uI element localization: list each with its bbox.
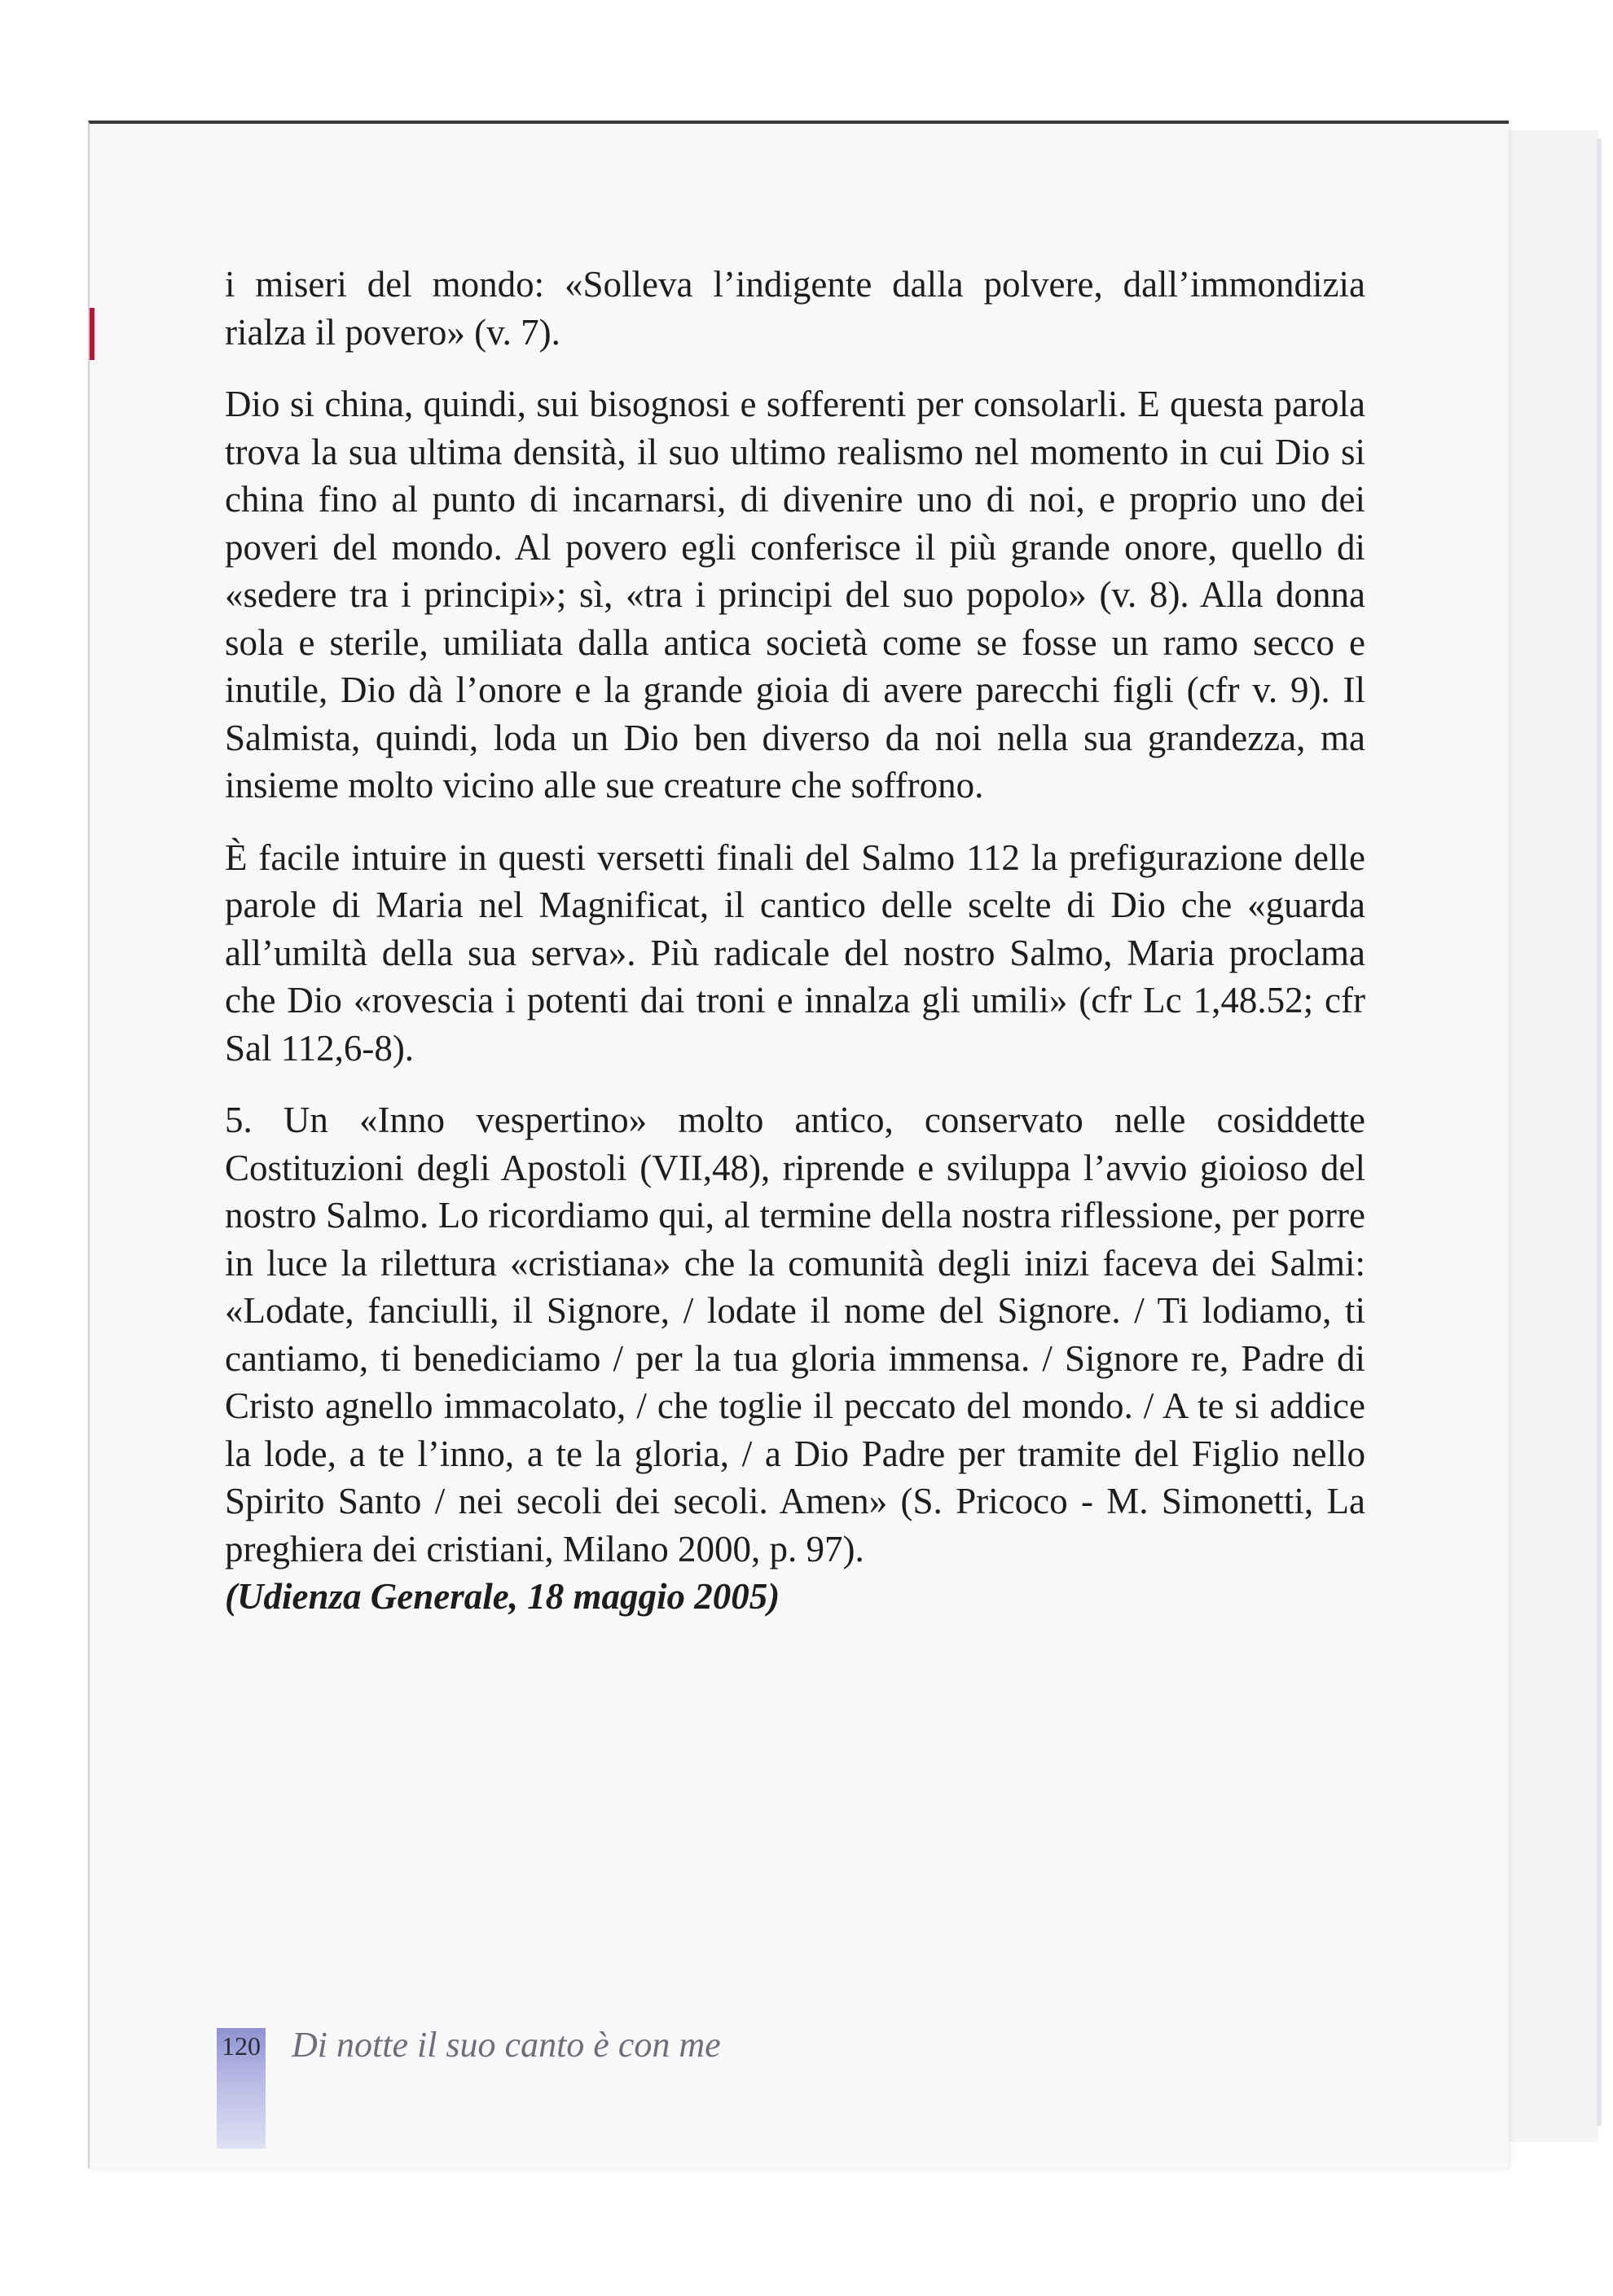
source-citation: (Udienza Generale, 18 maggio 2005) [225, 1576, 780, 1617]
paragraph-4: 5. Un «Inno vespertino» molto antico, conservato nelle cosiddette Costituzioni degli Apostoli (VII,48), riprende e sviluppa l’avvio gioioso del nostro Salmo. Lo ricordiamo qui, al termine della nostra riflessione, per porre in luce la rilettura «cristiana» che la comunità degli inizi faceva dei Salmi: «Lodate, fanciulli, il Signore, / lodate il nome del Signore. / Ti lodiamo, ti cantiamo, ti benediciamo / per la tua gloria immensa. / Signore re, Padre di Cristo agnello immacolato, / che toglie il peccato del mondo. / A te si addice la lode, a te l’inno, a te la gloria, / a Dio Padre per tramite del Figlio nello Spirito Santo / nei secoli dei secoli. Amen» (S. Pricoco - M. Simonetti, La preghiera dei cristiani, Milano 2000, p. 97). [225, 1100, 1365, 1569]
running-title: Di notte il suo canto è con me [292, 2025, 721, 2065]
page-number: 120 [222, 2031, 261, 2061]
bookmark-ribbon-mark [90, 308, 94, 360]
paragraph-1: i miseri del mondo: «Solleva l’indigente dalla polvere, dall’immondizia rialza il povero» (v. 7). [225, 264, 1365, 353]
page-stack-edge [1597, 138, 1602, 2126]
next-page-edge [1507, 130, 1598, 2142]
paragraph-3: È facile intuire in questi versetti finali del Salmo 112 la prefigurazione delle parole di Maria nel Magnificat, il cantico delle scelte di Dio che «guarda all’umiltà della sua serva». Più radicale del nostro Salmo, Maria proclama che Dio «rovescia i potenti dai troni e innalza gli umili» (cfr Lc 1,48.52; cfr Sal 112,6-8). [225, 836, 1365, 1069]
page-body-text [225, 261, 1365, 1621]
paragraph-2: Dio si china, quindi, sui bisognosi e sofferenti per consolarli. E questa parola trova la sua ultima densità, il suo ultimo realismo nel momento in cui Dio si china fino al punto di incarnarsi, di divenire uno di noi, e proprio uno dei poveri del mondo. Al povero egli conferisce il più grande onore, quello di «sedere tra i principi»; sì, «tra i principi del suo popolo» (v. 8). Alla donna sola e sterile, umiliata dalla antica società come se fosse un ramo secco e inutile, Dio dà l’onore e la grande gioia di avere parecchi figli (cfr v. 9). Il Salmista, quindi, loda un Dio ben diverso da noi nella sua grandezza, ma insieme molto vicino alle sue creature che soffrono. [225, 384, 1365, 806]
